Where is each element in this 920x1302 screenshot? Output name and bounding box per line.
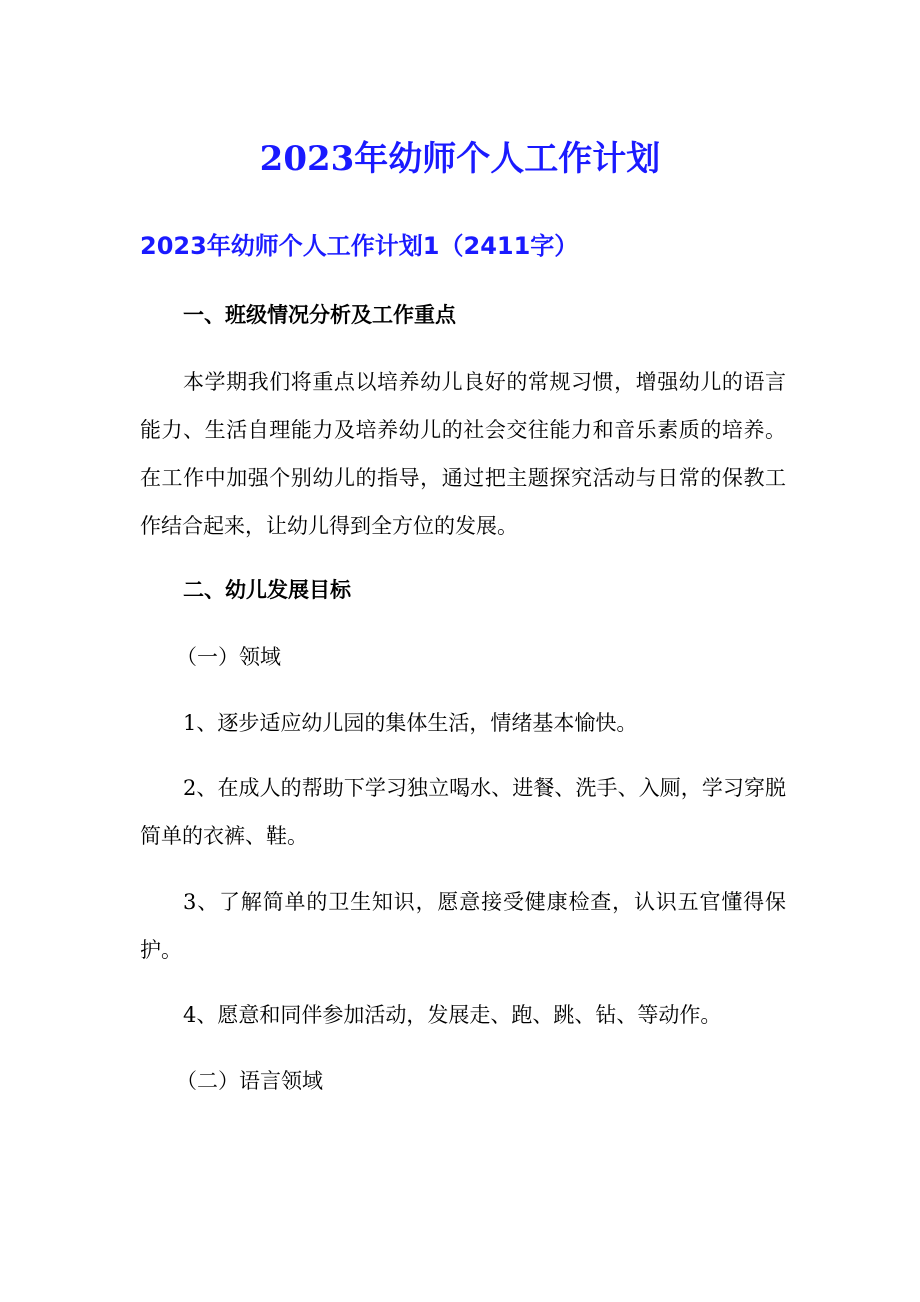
section1-heading: 一、班级情况分析及工作重点 (183, 303, 456, 327)
section1-paragraph: 本学期我们将重点以培养幼儿良好的常规习惯，增强幼儿的语言能力、生活自理能力及培养幼儿的社会交往能力和音乐素质的培养。在工作中加强个别幼儿的指导，通过把主题探究活动与日常的保教工作结合起来，让幼儿得到全方位的发展。 (140, 370, 786, 538)
item-2: 2、在成人的帮助下学习独立喝水、进餐、洗手、入厕，学习穿脱简单的衣裤、鞋。 (140, 776, 786, 848)
document-subtitle: 2023年幼师个人工作计划1（2411字） (140, 232, 579, 260)
item-3: 3、了解简单的卫生知识，愿意接受健康检查，认识五官懂得保护。 (140, 890, 786, 962)
document-title: 2023年幼师个人工作计划 (259, 139, 661, 179)
sub1-heading: （一）领域 (176, 645, 281, 669)
item-4: 4、愿意和同伴参加活动，发展走、跑、跳、钻、等动作。 (183, 1003, 722, 1027)
section2-heading: 二、幼儿发展目标 (183, 578, 351, 602)
sub2-heading: （二）语言领域 (176, 1069, 323, 1093)
item-1: 1、逐步适应幼儿园的集体生活，情绪基本愉快。 (183, 711, 638, 735)
